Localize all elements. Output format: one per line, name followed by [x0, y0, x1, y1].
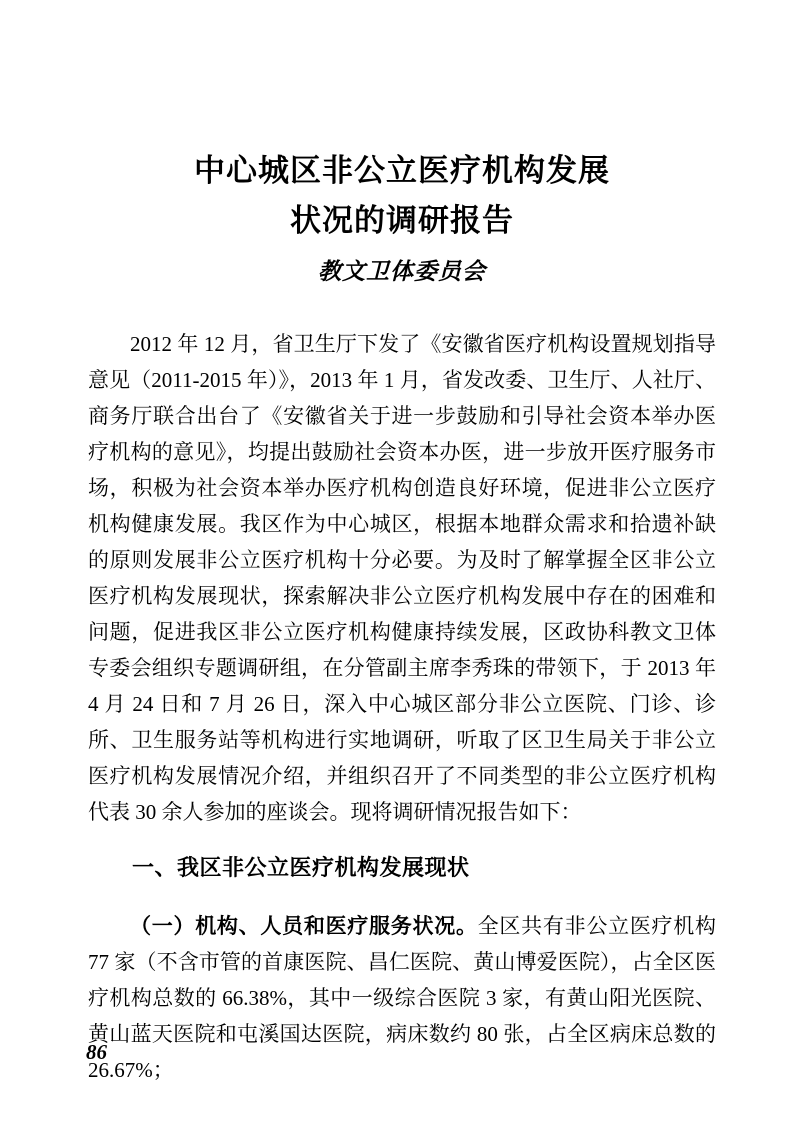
subsection-1-lead: （一）机构、人员和医疗服务状况。 [130, 914, 478, 938]
subsection-1-paragraph [88, 908, 716, 1088]
page-number: 86 [86, 1040, 107, 1064]
intro-paragraph: 2012 年 12 月，省卫生厅下发了《安徽省医疗机构设置规划指导意见（2011-2015 年）》，2013 年 1 月，省发改委、卫生厅、人社厅、商务厅联合出台了《安徽省关于进一步鼓励和引导社会资本举办医疗机构的意见》，均提出鼓励社会资本办医，进一步放开医疗服务市场，积极为社会资本举办医疗机构创造良好环境，促进非公立医疗机构健康发展。我区作为中心城区，根据本地群众需求和拾遗补缺的原则发展非公立医疗机构十分必要。为及时了解掌握全区非公立医疗机构发展现状，探索解决非公立医疗机构发展中存在的困难和问题，促进我区非公立医疗机构健康持续发展，区政协科教文卫体专委会组织专题调研组，在分管副主席李秀珠的带领下，于 2013 年 4 月 24 日和 7 月 26 日，深入中心城区部分非公立医院、门诊、诊所、卫生服务站等机构进行实地调研，听取了区卫生局关于非公立医疗机构发展情况介绍，并组织召开了不同类型的非公立医疗机构代表 30 余人参加的座谈会。现将调研情况报告如下： [88, 332, 716, 824]
section-1-heading: 一、我区非公立医疗机构发展现状 [132, 855, 470, 880]
report-title-line1: 中心城区非公立医疗机构发展 [194, 153, 610, 188]
subsection-1-text: 全区共有非公立医疗机构 77 家（不含市管的首康医院、昌仁医院、黄山博爱医院），占全区医疗机构总数的 66.38%，其中一级综合医院 3 家，有黄山阳光医院、黄山蓝天医院和屯溪国达医院，病床数约 80 张，占全区病床总数的 26.67%； [88, 914, 717, 1082]
report-title-line2: 状况的调研报告 [290, 203, 514, 238]
report-author: 教文卫体委员会 [318, 259, 486, 284]
report-title [88, 146, 716, 246]
report-body [88, 326, 716, 1088]
